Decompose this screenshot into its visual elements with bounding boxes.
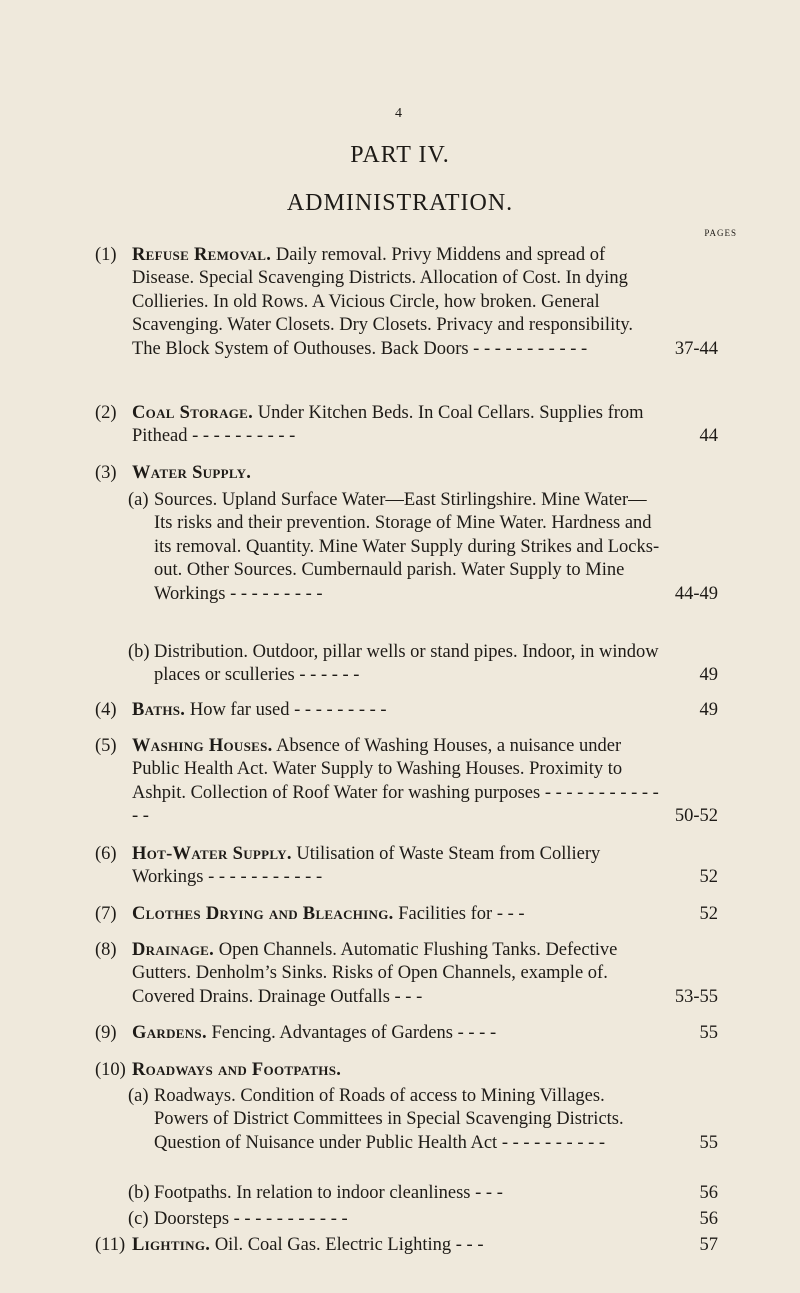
entry-heading: Clothes Drying and Bleaching. <box>132 904 394 924</box>
entry-pages: 52 <box>699 904 718 924</box>
entry-heading: Gardens. <box>132 1023 207 1043</box>
toc-entry-lighting <box>95 1234 718 1257</box>
toc-entry-drainage <box>95 939 718 1009</box>
entry-text: Doorsteps - - - - - - - - - - - <box>154 1209 348 1229</box>
entry-heading: Refuse Removal. <box>132 245 272 265</box>
entry-pages: 50-52 <box>674 806 718 827</box>
entry-number: (9) <box>95 1023 117 1043</box>
entry-number: (11) <box>95 1235 126 1255</box>
entry-pages: 57 <box>699 1235 718 1255</box>
entry-text: Daily removal. Privy Middens and spread of Disease. Special Scavenging Districts. Allocation of Cost. In dying Collieries. In old Rows. A Vicious Circle, how broken. General Scavenging. Water Closets. Dry Closets. Privacy and responsibility. The Block System of Outhouses. Back Doors - - - - - - - - - - - <box>132 245 634 359</box>
entry-pages: 56 <box>699 1209 718 1229</box>
entry-number: (8) <box>95 940 117 960</box>
entry-text: Open Channels. Automatic Flushing Tanks. Defective Gutters. Denholm’s Sinks. Risks of Open Channels, example of. Covered Drains. Drainage Outfalls - - - <box>132 940 618 1007</box>
entry-text: Distribution. Outdoor, pillar wells or stand pipes. Indoor, in window places or sculleries - - - - - - <box>154 642 659 686</box>
entry-text: Roadways. Condition of Roads of access to Mining Villages. Powers of District Committees in Special Scavenging Districts. Question of Nuisance under Public Health Act - - - - - - - - - - <box>154 1086 624 1153</box>
entry-heading: Coal Storage. <box>132 403 254 423</box>
toc-heading-water-supply <box>95 462 252 485</box>
toc-entry-washing-houses <box>95 735 718 829</box>
section-title: ADMINISTRATION. <box>286 190 514 216</box>
toc-entry-refuse-removal <box>95 244 718 361</box>
entry-number: (c) <box>128 1209 149 1229</box>
entry-heading: Lighting. <box>132 1235 211 1255</box>
entry-number: (7) <box>95 904 117 924</box>
entry-pages: 56 <box>699 1183 718 1203</box>
entry-heading: Roadways and Footpaths. <box>132 1060 342 1080</box>
toc-entry-hot-water-supply <box>95 843 718 890</box>
entry-number: (a) <box>128 490 149 510</box>
toc-entry-coal-storage <box>95 402 718 449</box>
entry-pages: 37-44 <box>674 338 718 359</box>
entry-text: Utilisation of Waste Steam from Colliery Workings - - - - - - - - - - - <box>132 844 601 888</box>
entry-number: (b) <box>128 642 150 662</box>
entry-number: (b) <box>128 1183 150 1203</box>
entry-text: How far used - - - - - - - - - <box>189 700 387 720</box>
entry-text: Oil. Coal Gas. Electric Lighting - - - <box>214 1235 484 1255</box>
entry-number: (4) <box>95 700 117 720</box>
entry-text: Footpaths. In relation to indoor cleanliness - - - <box>154 1183 503 1203</box>
entry-heading: Washing Houses. <box>132 736 273 756</box>
entry-heading: Water Supply. <box>132 463 252 483</box>
toc-heading-roadways-footpaths <box>95 1059 342 1082</box>
entry-pages: 44-49 <box>674 583 718 604</box>
entry-text: Under Kitchen Beds. In Coal Cellars. Supplies from Pithead - - - - - - - - - - <box>132 403 644 447</box>
entry-number: (10) <box>95 1060 126 1080</box>
entry-number: (a) <box>128 1086 149 1106</box>
entry-heading: Drainage. <box>132 940 215 960</box>
page-number: 4 <box>395 106 402 121</box>
entry-pages: 53-55 <box>674 986 718 1007</box>
entry-pages: 55 <box>699 1132 718 1153</box>
entry-number: (1) <box>95 245 117 265</box>
pages-column-label: PAGES <box>704 228 737 238</box>
toc-subentry-footpaths <box>128 1182 718 1205</box>
toc-subentry-water-sources <box>128 489 718 606</box>
toc-entry-baths <box>95 699 718 722</box>
toc-subentry-roadways <box>128 1085 718 1155</box>
toc-entry-clothes-drying <box>95 903 718 926</box>
entry-number: (6) <box>95 844 117 864</box>
entry-heading: Hot-Water Supply. <box>132 844 292 864</box>
entry-heading: Baths. <box>132 700 186 720</box>
toc-entry-gardens <box>95 1022 718 1045</box>
entry-number: (5) <box>95 736 117 756</box>
entry-pages: 49 <box>699 665 718 686</box>
part-title: PART IV. <box>350 142 450 168</box>
entry-pages: 52 <box>699 867 718 888</box>
entry-pages: 44 <box>699 426 718 447</box>
toc-subentry-water-distribution <box>128 641 718 688</box>
entry-pages: 49 <box>699 700 718 720</box>
entry-number: (3) <box>95 463 117 483</box>
entry-pages: 55 <box>699 1023 718 1043</box>
entry-text: Facilities for - - - <box>398 904 525 924</box>
entry-text: Sources. Upland Surface Water—East Stirlingshire. Mine Water—Its risks and their prevention. Storage of Mine Water. Hardness and its removal. Quantity. Mine Water Supply during Strikes and Locks-out. Other Sources. Cumbernauld parish. Water Supply to Mine Workings - - - - - - - - - <box>154 490 660 604</box>
toc-subentry-doorsteps <box>128 1208 718 1231</box>
entry-text: Absence of Washing Houses, a nuisance under Public Health Act. Water Supply to Washing Houses. Proximity to Ashpit. Collection of Roof Water for washing purposes - - - - - - - - - - - - - <box>132 736 659 827</box>
entry-text: Fencing. Advantages of Gardens - - - - <box>211 1023 497 1043</box>
entry-number: (2) <box>95 403 117 423</box>
